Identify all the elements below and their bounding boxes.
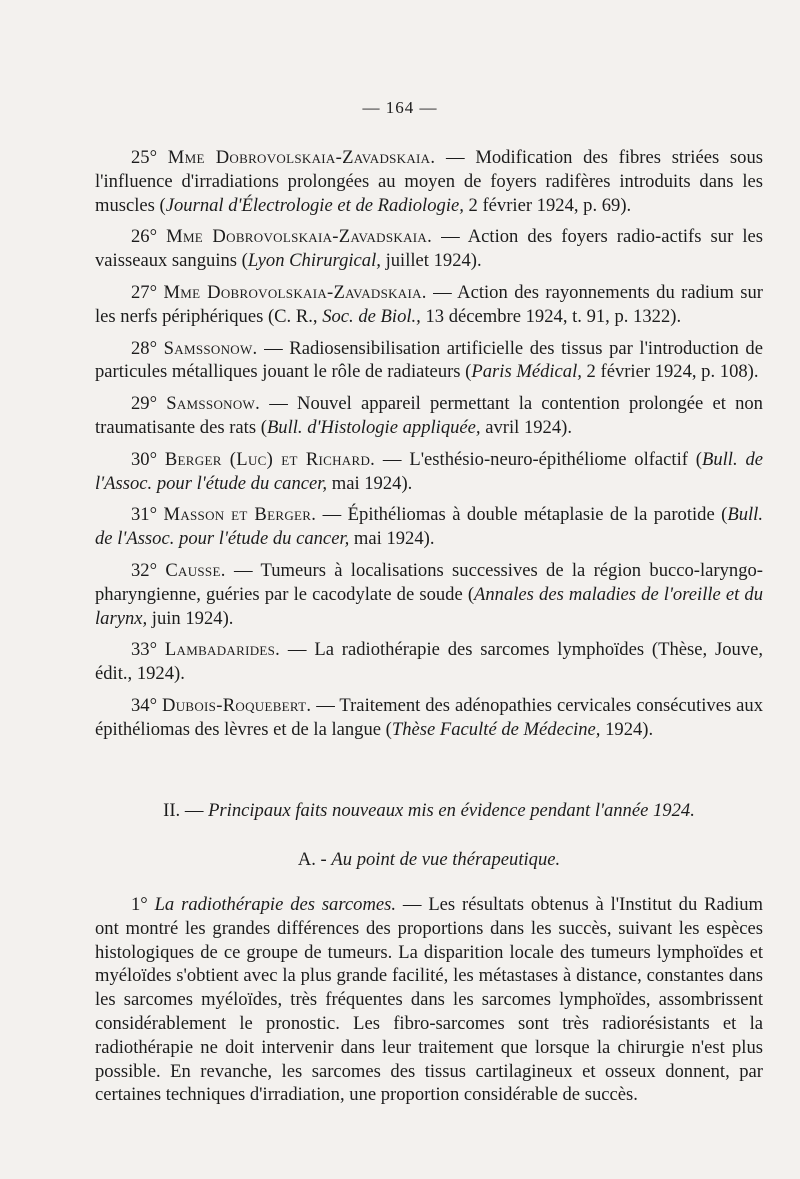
bibliography-entry bbox=[95, 337, 763, 385]
entry-tail: 1924). bbox=[600, 718, 654, 740]
bibliography-list bbox=[95, 146, 763, 750]
bibliography-entry bbox=[95, 503, 763, 551]
entry-source: Thèse Faculté de Médecine, bbox=[391, 718, 601, 740]
entry-source: Bull. d'Histologie appliquée, bbox=[266, 416, 481, 438]
entry-author: Causse. bbox=[165, 559, 226, 581]
entry-source: Annales des maladies de l'oreille et du larynx, bbox=[95, 583, 763, 629]
bibliography-entry bbox=[95, 281, 763, 329]
entry-source: Soc. de Biol., bbox=[322, 305, 421, 327]
entry-author: Mme Dobrovolskaia-Zavadskaia. bbox=[166, 226, 433, 248]
entry-text: — Modification des fibres striées sous l'influence d'irradiations prolongées au moyen de foyers radifères introduits dans les muscles ( bbox=[95, 147, 763, 216]
entry-source: Journal d'Électrologie et de Radiologie, bbox=[165, 194, 464, 216]
entry-text: — Épithéliomas à double métaplasie de la parotide ( bbox=[316, 504, 728, 526]
entry-author: Berger (Luc) et Richard. bbox=[164, 448, 376, 470]
entry-number: 25° bbox=[131, 147, 168, 168]
entry-text: — L'esthésio-neuro-épithéliome olfactif ( bbox=[375, 448, 702, 470]
paragraph-body: — Les résultats obtenus à l'Institut du Radium ont montré les grandes différences des proportions dans les succès, suivant les espèces histologiques de ce groupe de tumeurs. La disparition locale des tumeurs lymphoïdes et myéloïdes s'obtient avec la plus grande facilité, les métastases à distance, constantes dans les sarcomes myéloïdes, très fréquentes dans les sarcomes lymphoïdes, assombrissent considérablement le pronostic. Les fibro-sarcomes sont très radiorésistants et la radiothérapie ne doit intervenir dans leur traitement que lorsque la chirurgie n'est plus possible. En revanche, les sarcomes des tissus cartilagineux et osseux donnent, par certaines techniques d'irradiation, une proportion considérable de succès. bbox=[95, 894, 764, 1106]
entry-tail: avril 1924). bbox=[480, 416, 572, 438]
bibliography-entry bbox=[95, 392, 763, 440]
section-heading bbox=[95, 800, 763, 822]
bibliography-entry bbox=[95, 146, 763, 217]
entry-tail: mai 1924). bbox=[327, 472, 413, 494]
subsection-letter: A. - bbox=[297, 849, 332, 870]
page-number: — 164 — bbox=[362, 98, 438, 117]
entry-number: 29° bbox=[131, 393, 167, 415]
entry-tail: 2 février 1924, p. 108). bbox=[581, 361, 759, 383]
entry-tail: juillet 1924). bbox=[380, 250, 482, 272]
body-paragraph bbox=[95, 893, 763, 1107]
entry-text: — Traitement des adénopathies cervicales consécutives aux épithéliomas des lèvres et de la langue ( bbox=[95, 694, 763, 740]
entry-tail: 2 février 1924, p. 69). bbox=[463, 194, 632, 216]
entry-number: 34° bbox=[131, 694, 162, 716]
entry-number: 32° bbox=[131, 559, 166, 581]
entry-text: — Action des foyers radio-actifs sur les vaisseaux sanguins ( bbox=[95, 226, 763, 272]
entry-author: Samssonow. bbox=[163, 337, 258, 359]
entry-author: Masson et Berger. bbox=[163, 504, 317, 526]
bibliography-entry bbox=[95, 448, 763, 496]
entry-tail: juin 1924). bbox=[147, 607, 234, 629]
bibliography-entry bbox=[95, 638, 763, 686]
entry-text: — La radiothérapie des sarcomes lymphoïdes (Thèse, Jouve, édit., 1924). bbox=[95, 639, 763, 685]
section-number: II. — bbox=[163, 800, 209, 821]
entry-author: Mme Dobrovolskaia-Zavadskaia. bbox=[163, 281, 427, 303]
entry-author: Dubois-Roquebert. bbox=[161, 694, 312, 716]
entry-source: Bull. de l'Assoc. pour l'étude du cancer, bbox=[95, 504, 763, 550]
entry-author: Samssonow. bbox=[166, 393, 261, 415]
entry-number: 28° bbox=[131, 337, 164, 359]
paragraph-heading: La radiothérapie des sarcomes. bbox=[154, 894, 397, 915]
section-title: Principaux faits nouveaux mis en évidence pendant l'année 1924. bbox=[208, 800, 695, 821]
entry-number: 27° bbox=[131, 281, 164, 303]
entry-number: 33° bbox=[131, 639, 165, 661]
entry-text: — Nouvel appareil permettant la contention prolongée et non traumatisante des rats ( bbox=[95, 393, 763, 438]
bibliography-entry bbox=[95, 559, 763, 630]
entry-tail: 13 décembre 1924, t. 91, p. 1322). bbox=[420, 305, 682, 327]
entry-source: Paris Médical, bbox=[471, 361, 582, 383]
entry-author: Lambadarides. bbox=[164, 639, 281, 661]
entry-source: Lyon Chirurgical, bbox=[247, 250, 381, 272]
entry-number: 31° bbox=[131, 504, 164, 526]
entry-source: Bull. de l'Assoc. pour l'étude du cancer, bbox=[95, 448, 763, 494]
entry-author: Mme Dobrovolskaia-Zavadskaia. bbox=[167, 147, 436, 168]
entry-text: — Action des rayonnements du radium sur les nerfs périphériques (C. R., bbox=[95, 281, 763, 327]
bibliography-entry bbox=[95, 225, 763, 273]
entry-number: 30° bbox=[131, 448, 165, 470]
entry-text: — Radiosensibilisation artificielle des tissus par l'introduction de particules métalliques jouant le rôle de radiateurs ( bbox=[95, 337, 763, 383]
paragraph-number: 1° bbox=[131, 894, 155, 915]
bibliography-entry bbox=[95, 694, 763, 742]
subsection-title: Au point de vue thérapeutique. bbox=[331, 849, 561, 870]
entry-tail: mai 1924). bbox=[349, 528, 435, 550]
subsection-heading bbox=[95, 849, 763, 871]
entry-text: — Tumeurs à localisations successives de la région bucco-laryngo-pharyngienne, guéries par le cacodylate de soude ( bbox=[95, 559, 763, 605]
entry-number: 26° bbox=[131, 226, 167, 248]
